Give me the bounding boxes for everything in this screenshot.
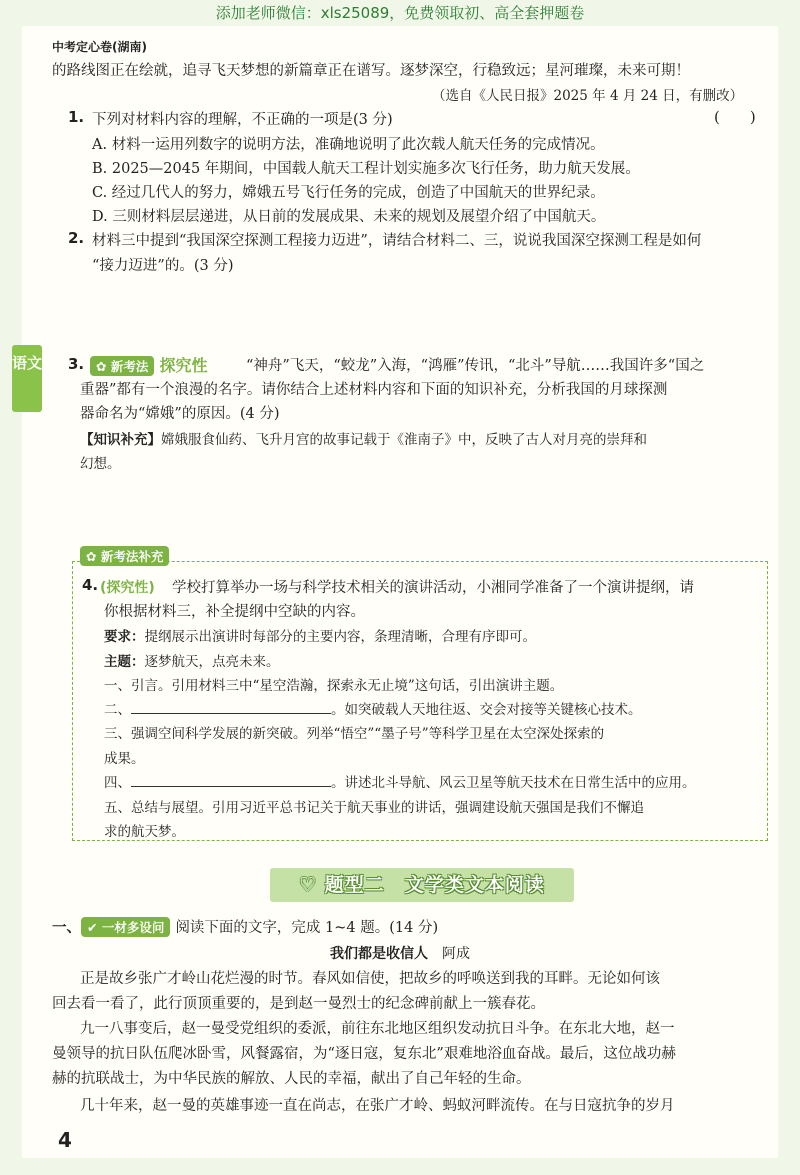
reading-prefix: 一、 [52, 919, 81, 936]
q3-line-3: 器命名为“嫦娥”的原因。(4 分) [80, 406, 280, 422]
q3-number: 3. [68, 355, 85, 373]
knowledge-text: 嫦娥服食仙药、飞升月宫的故事记载于《淮南子》中，反映了古人对月亮的崇拜和 [161, 432, 647, 448]
q3-line-1: “神舟”飞天，“蛟龙”入海，“鸿雁”传讯，“北斗”导航……我国许多“国之 [246, 358, 705, 374]
knowledge-label: 【知识补充】 [80, 432, 161, 448]
outline-item-5b: 求的航天梦。 [104, 824, 185, 840]
q2-line-2: “接力迈进”的。(3 分) [92, 258, 234, 274]
running-header: 中考定心卷(湖南) [52, 40, 147, 54]
q1-option-b: B. 2025—2045 年期间，中国载人航天工程计划实施多次飞行任务，助力航天发展。 [92, 161, 640, 177]
heart-icon: ♡ [299, 874, 325, 896]
section-title [270, 868, 574, 902]
outline-item-4-prefix: 四、 [104, 775, 131, 791]
new-method-tag-label: 新考法 [110, 359, 149, 374]
q4-theme [104, 650, 280, 670]
outline-item-2 [104, 698, 642, 718]
q1-option-a: A. 材料一运用列数字的说明方法，准确地说明了此次载人航天任务的完成情况。 [92, 137, 605, 153]
new-method-tag [90, 356, 154, 376]
reading-instruction-text: 阅读下面的文字，完成 1~4 题。(14 分) [175, 920, 439, 936]
requirement-label: 要求： [104, 629, 145, 645]
supplement-tag-pill [80, 546, 169, 566]
section-label: 题型二 [324, 874, 385, 896]
q1-stem: 下列对材料内容的理解，不正确的一项是(3 分) [92, 112, 393, 128]
lightbulb-icon: ✿ [96, 359, 111, 374]
promo-banner: 添加老师微信：xls25089，免费领取初、高全套押题卷 [215, 4, 585, 22]
q1-option-c: C. 经过几代人的努力，嫦娥五号飞行任务的完成，创造了中国航天的世界纪录。 [92, 185, 605, 201]
check-icon: ✔ [87, 920, 102, 935]
theme-text: 逐梦航天，点亮未来。 [144, 654, 280, 670]
source-citation: （选自《人民日报》2025 年 4 月 24 日，有删改） [432, 88, 744, 104]
outline-item-4 [104, 771, 696, 791]
q4-requirement [104, 625, 536, 645]
q4-tag: (探究性) [100, 580, 155, 596]
answer-blank-2[interactable] [131, 699, 331, 714]
intro-line: 的路线图正在绘就，追寻飞天梦想的新篇章正在谱写。逐梦深空，行稳致远；星河璀璨，未来可期！ [52, 63, 690, 79]
answer-blank-4[interactable] [131, 772, 331, 787]
passage-p3-line-1: 几十年来，赵一曼的英雄事迹一直在尚志，在张广才岭、蚂蚁河畔流传。在与日寇抗争的岁月 [80, 1098, 675, 1114]
outline-item-3a: 三、强调空间科学发展的新突破。列举“悟空”“墨子号”等科学卫星在太空深处探索的 [104, 726, 605, 742]
q1-option-d: D. 三则材料层层递进，从日前的发展成果、未来的规划及展望介绍了中国航天。 [92, 209, 606, 225]
outline-item-4-suffix: 。讲述北斗导航、风云卫星等航天技术在日常生活中的应用。 [331, 775, 696, 791]
q2-line-1: 材料三中提到“我国深空探测工程接力迈进”，请结合材料二、三，说说我国深空探测工程是如何 [92, 233, 702, 249]
passage-p2-line-3: 赫的抗联战士，为中华民族的解放、人民的幸福，献出了自己年轻的生命。 [52, 1071, 531, 1087]
theme-label: 主题： [104, 654, 145, 670]
q4-line-2: 你根据材料三，补全提纲中空缺的内容。 [104, 604, 365, 620]
passage-author: 阿成 [442, 946, 470, 962]
passage-p2-line-1: 九一八事变后，赵一曼受党组织的委派，前往东北地区组织发动抗日斗争。在东北大地，赵一 [80, 1021, 675, 1037]
q3-knowledge-line-2: 幻想。 [80, 456, 121, 472]
outline-item-3b: 成果。 [104, 751, 145, 767]
lightbulb-icon: ✿ [86, 549, 101, 564]
outline-item-2-prefix: 二、 [104, 702, 131, 718]
requirement-text: 提纲展示出演讲时每部分的主要内容，条理清晰，合理有序即可。 [144, 629, 536, 645]
section-name: 文学类文本阅读 [404, 874, 545, 896]
passage-p1-line-1: 正是故乡张广才岭山花烂漫的时节。春风如信使，把故乡的呼唤送到我的耳畔。无论如何该 [80, 971, 660, 987]
outline-item-5a: 五、总结与展望。引用习近平总书记关于航天事业的讲话，强调建设航天强国是我们不懈追 [104, 800, 644, 816]
passage-p1-line-2: 回去看一看了，此行顶顶重要的，是到赵一曼烈士的纪念碑前献上一簇春花。 [52, 996, 545, 1012]
outline-item-2-suffix: 。如突破载人天地往返、交会对接等关键核心技术。 [331, 702, 642, 718]
page-number: 4 [58, 1128, 72, 1152]
q3-knowledge-line-1 [80, 428, 647, 448]
supplement-tag [80, 546, 169, 566]
exploratory-tag: 探究性 [159, 356, 208, 375]
passage-p2-line-2: 曼领导的抗日队伍爬冰卧雪，风餐露宿，为“逐日寇，复东北”艰难地浴血奋战。最后，这位战功赫 [52, 1046, 676, 1062]
multi-question-tag-label: 一材多设问 [101, 920, 165, 935]
passage-title-line [330, 943, 470, 963]
outline-item-1: 一、引言。引用材料三中“星空浩瀚，探索永无止境”这句话，引出演讲主题。 [104, 678, 564, 694]
q3-tag-new-method [90, 353, 207, 376]
subject-side-tab: 语文 [12, 345, 42, 412]
passage-title: 我们都是收信人 [330, 946, 428, 962]
q2-number: 2. [68, 229, 85, 247]
q1-answer-paren: ( ) [714, 108, 756, 126]
q4-line-1: 学校打算举办一场与科学技术相关的演讲活动，小湘同学准备了一个演讲提纲，请 [172, 580, 694, 596]
q4-number: 4. [82, 576, 99, 594]
q1-number: 1. [68, 108, 85, 126]
reading-instruction [52, 916, 438, 937]
supplement-tag-label: 新考法补充 [100, 549, 164, 564]
multi-question-tag [81, 917, 170, 937]
q3-line-2: 重器”都有一个浪漫的名字。请你结合上述材料内容和下面的知识补充，分析我国的月球探测 [80, 382, 668, 398]
